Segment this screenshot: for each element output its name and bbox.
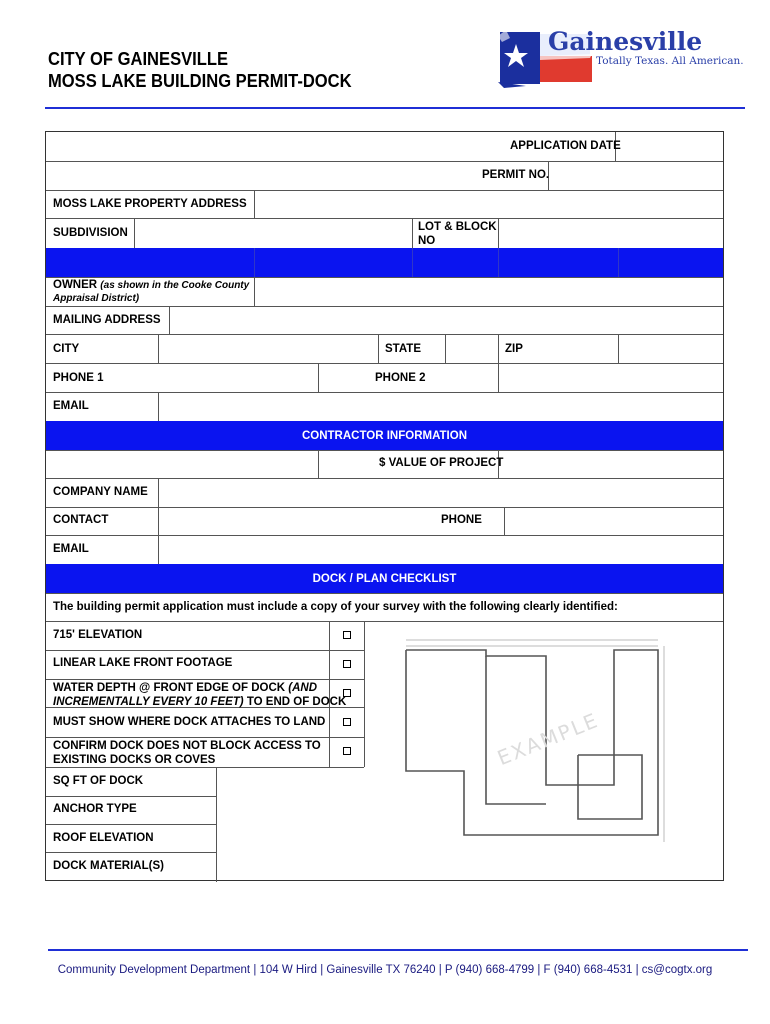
owner-label <box>53 279 249 305</box>
checkbox-lake-front[interactable] <box>343 660 351 668</box>
project-value-label: $ VALUE OF PROJECT <box>379 457 504 469</box>
checklist-item-4: MUST SHOW WHERE DOCK ATTACHES TO LAND <box>53 716 326 728</box>
email-label: EMAIL <box>53 400 89 412</box>
city-label: CITY <box>53 343 80 355</box>
example-dock-drawing <box>396 632 671 847</box>
title-line-1: CITY OF GAINESVILLE <box>48 49 229 69</box>
logo-tagline: Totally Texas. All American. <box>596 55 744 67</box>
contractor-email-label: EMAIL <box>53 543 89 555</box>
lot-block-line-2: NO <box>418 235 436 247</box>
item3-part-d: TO END OF DOCK <box>243 696 347 708</box>
sqft-label: SQ FT OF DOCK <box>53 775 144 787</box>
checkbox-dock-attach[interactable] <box>343 718 351 726</box>
example-watermark: EXAMPLE <box>493 707 603 771</box>
checklist-item-5 <box>53 739 321 767</box>
contractor-heading: CONTRACTOR INFORMATION <box>46 421 723 450</box>
item5-line-2: EXISTING DOCKS OR COVES <box>53 754 216 766</box>
item3-part-c: INCREMENTALLY EVERY 10 FEET) <box>53 696 244 708</box>
zip-label: ZIP <box>505 343 523 355</box>
title-line-2: MOSS LAKE BUILDING PERMIT-DOCK <box>48 71 352 91</box>
logo-name: Gainesville <box>548 27 703 56</box>
item3-part-b: (AND <box>288 682 318 694</box>
property-address-label: MOSS LAKE PROPERTY ADDRESS <box>53 198 247 210</box>
owner-note-1: (as shown in the Cooke County <box>100 280 250 291</box>
checklist-item-2: LINEAR LAKE FRONT FOOTAGE <box>53 657 233 669</box>
checklist-intro: The building permit application must include a copy of your survey with the following clearly identified: <box>53 601 618 613</box>
page-title <box>48 48 352 92</box>
permit-form <box>45 131 724 881</box>
dock-material-label: DOCK MATERIAL(S) <box>53 860 164 872</box>
owner-note-2: Appraisal District) <box>53 293 140 304</box>
checkbox-elevation[interactable] <box>343 631 351 639</box>
gainesville-logo <box>496 24 748 92</box>
anchor-type-label: ANCHOR TYPE <box>53 803 137 815</box>
roof-elevation-label: ROOF ELEVATION <box>53 832 154 844</box>
permit-no-label: PERMIT NO. <box>482 169 550 181</box>
checklist-item-3 <box>53 681 346 709</box>
state-label: STATE <box>385 343 421 355</box>
company-name-label: COMPANY NAME <box>53 486 148 498</box>
application-date-label: APPLICATION DATE <box>510 140 621 152</box>
footer-contact: Community Development Department | 104 W Hird | Gainesville TX 76240 | P (940) 668-4799 | F (940) 668-4531 | cs@cogtx.org <box>57 964 713 976</box>
checklist-item-1: 715' ELEVATION <box>53 629 143 641</box>
checklist-heading: DOCK / PLAN CHECKLIST <box>46 564 723 593</box>
contact-label: CONTACT <box>53 514 109 526</box>
header-rule <box>45 107 745 109</box>
contractor-phone-label: PHONE <box>441 514 482 526</box>
owner-band <box>46 248 723 277</box>
item3-part-a: WATER DEPTH @ FRONT EDGE OF DOCK <box>53 682 289 694</box>
checkbox-water-depth[interactable] <box>343 689 351 697</box>
lot-block-label <box>418 220 497 248</box>
footer-rule <box>48 949 748 951</box>
owner-title: OWNER <box>53 279 98 291</box>
texas-flag-icon <box>496 24 748 92</box>
checkbox-access[interactable] <box>343 747 351 755</box>
item5-line-1: CONFIRM DOCK DOES NOT BLOCK ACCESS TO <box>53 740 321 752</box>
subdivision-label: SUBDIVISION <box>53 227 128 239</box>
phone2-label: PHONE 2 <box>375 372 426 384</box>
lot-block-line-1: LOT & BLOCK <box>418 221 497 233</box>
phone1-label: PHONE 1 <box>53 372 104 384</box>
mailing-address-label: MAILING ADDRESS <box>53 314 161 326</box>
